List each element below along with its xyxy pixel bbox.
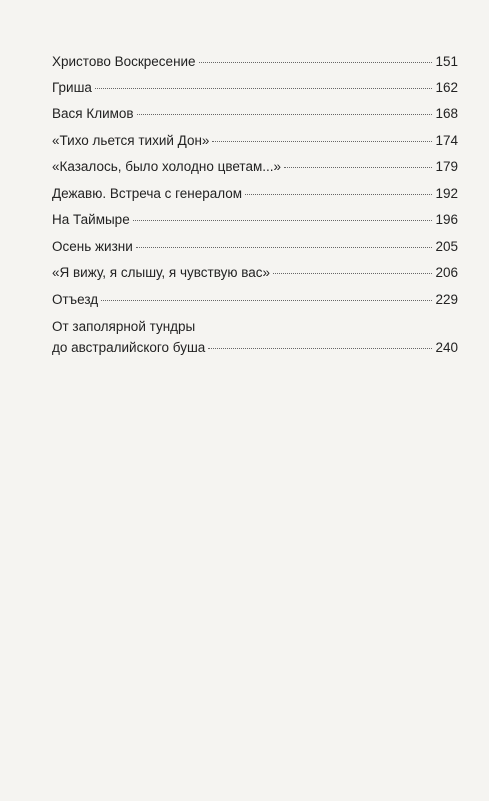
toc-entry[interactable] [52,106,458,128]
dot-leader [101,300,432,301]
toc-entry-title: Отъезд [52,292,99,307]
toc-entry-page: 179 [435,159,458,174]
toc-entry-title-line1: От заполярной тундры [52,319,196,334]
toc-entry-title: «Я вижу, я слышу, я чувствую вас» [52,265,271,280]
toc-entry-page: 151 [435,54,458,69]
toc-entry[interactable] [52,186,458,208]
toc-entry[interactable] [52,212,458,234]
toc-entry[interactable] [52,133,458,155]
toc-entry[interactable] [52,54,458,76]
toc-entry[interactable] [52,239,458,261]
toc-entry-page: 192 [435,186,458,201]
toc-entry-title: На Таймыре [52,212,130,227]
toc-entry-page: 174 [435,133,458,148]
toc-entry-title-line2: до австралийского буша [52,340,206,355]
toc-entry-page: 240 [435,340,458,355]
toc-entry-page: 205 [435,239,458,254]
dot-leader [136,247,433,248]
toc-entry-page: 168 [435,106,458,121]
dot-leader [284,167,432,168]
toc-entry-title: Вася Климов [52,106,134,121]
toc-entry-page: 196 [435,212,458,227]
dot-leader [133,220,433,221]
dot-leader [137,114,433,115]
dot-leader [95,88,433,89]
dot-leader [245,194,432,195]
toc-entry-multiline[interactable] [52,319,458,362]
toc-entry-title: Дежавю. Встреча с генералом [52,186,243,201]
toc-entry[interactable] [52,80,458,102]
toc-entry-page: 162 [435,80,458,95]
toc-entry-title: «Тихо льется тихий Дон» [52,133,210,148]
toc-entry-title: Осень жизни [52,239,133,254]
toc-entry-page: 229 [435,292,458,307]
dot-leader [212,141,432,142]
toc-entry[interactable] [52,265,458,287]
toc-entry[interactable] [52,159,458,181]
toc-entry-title: «Казалось, было холодно цветам...» [52,159,282,174]
dot-leader [208,348,432,349]
toc-entry-title: Христово Воскресение [52,54,196,69]
dot-leader [199,62,433,63]
toc-entry[interactable] [52,292,458,314]
dot-leader [273,273,432,274]
toc-entry-title: Гриша [52,80,92,95]
toc-entry-page: 206 [435,265,458,280]
